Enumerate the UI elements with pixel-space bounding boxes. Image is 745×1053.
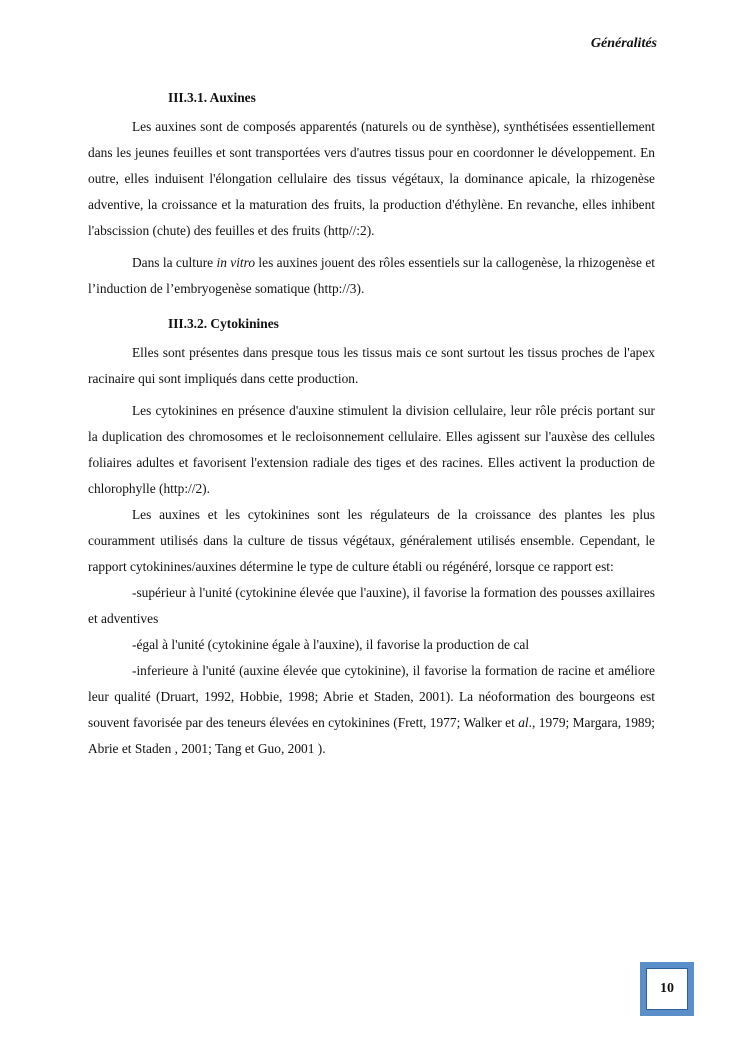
text-run: Les auxines sont de composés apparentés (naturels ou de synthèse), synthétisées essentiellement dans les jeunes feuilles et sont transportées vers d'autres tissus pour en coordonner le développement. En outre, elles induisent l'élongation cellulaire des tissus végétaux, la dominance apicale, la rhizogenèse adventive, la croissance et la maturation des fruits, la production d'éthylène. En revanche, elles inhibent l'abscission (chute) des feuilles et des fruits (http//:2). <box>88 119 655 238</box>
paragraph <box>88 114 655 244</box>
text-run: Les auxines et les cytokinines sont les régulateurs de la croissance des plantes les plus couramment utilisés dans la culture de tissus végétaux, généralement utilisés ensemble. Cependant, le rapport cytokinines/auxines détermine le type de culture établi ou régénéré, lorsque ce rapport est: <box>88 507 655 574</box>
text-run: -inferieure à l'unité (auxine élevée que cytokinine), il favorise la formation de racine et améliore leur qualité (Druart, 1992, Hobbie, 1998; Abrie et Staden, 2001). La néoformation des bourgeons est souvent favorisée par des teneurs élevées en cytokinines (Frett, 1977; Walker et <box>88 663 655 730</box>
section-heading-auxines: III.3.1. Auxines <box>168 90 256 105</box>
paragraph <box>88 340 655 392</box>
text-run: ., 1979; Margara, 1989; Abrie et Staden , 2001; Tang et Guo, 2001 ). <box>88 715 656 756</box>
paragraph <box>88 398 655 502</box>
text-run: Elles sont présentes dans presque tous les tissus mais ce sont surtout les tissus proches de l'apex racinaire qui sont impliqués dans cette production. <box>88 345 655 386</box>
text-run: Les cytokinines en présence d'auxine stimulent la division cellulaire, leur rôle précis portant sur la duplication des chromosomes et le recloisonnement cellulaire. Elles agissent sur l'auxèse des cellules foliaires adultes et favorisent l'extension radiale des tiges et des racines. Elles activent la production de chlorophylle (http://2). <box>88 403 655 496</box>
section-heading-cytokinines: III.3.2. Cytokinines <box>168 316 279 331</box>
paragraph <box>88 502 655 580</box>
text-run: -égal à l'unité (cytokinine égale à l'auxine), il favorise la production de cal <box>132 637 530 652</box>
paragraph <box>88 250 655 302</box>
text-run: les auxines jouent des rôles essentiels sur la callogenèse, la rhizogenèse et l’induction de l’embryogenèse somatique (http://3). <box>88 255 655 296</box>
list-item <box>88 658 655 762</box>
list-item <box>88 580 655 632</box>
page-number-frame <box>640 962 694 1016</box>
page-number: 10 <box>646 968 688 1010</box>
running-header: Généralités <box>590 36 657 51</box>
text-run: -supérieur à l'unité (cytokinine élevée que l'auxine), il favorise la formation des pousses axillaires et adventives <box>88 585 655 626</box>
italic-text: al <box>518 715 529 730</box>
document-body <box>88 88 655 762</box>
italic-text: in vitro <box>216 255 256 270</box>
list-item <box>88 632 655 658</box>
text-run: Dans la culture <box>132 255 217 270</box>
